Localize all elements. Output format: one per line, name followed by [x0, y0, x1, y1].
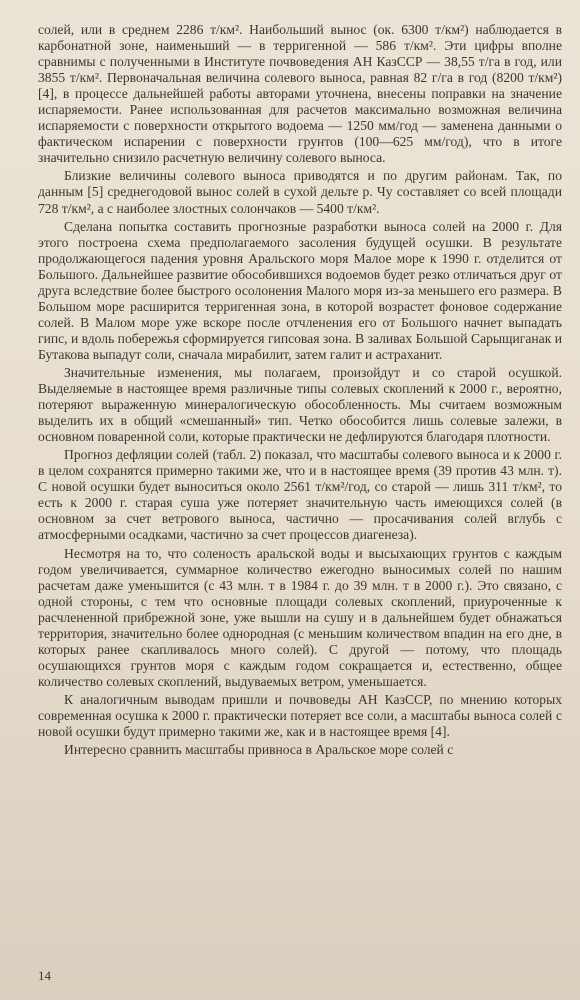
body-text	[38, 22, 562, 758]
paragraph-1: солей, или в среднем 2286 т/км². Наибольший вынос (ок. 6300 т/км²) наблюдается в карбонатной зоне, наименьший — в терригенной — 586 т/км². Эти цифры вполне сравнимы с полученными в Институте почвоведения АН КазССР — 38,55 т/га в год, или 3855 т/км². Первоначальная величина солевого выноса, равная 82 г/га в год (8200 т/км²) [4], в процессе дальнейшей работы авторами уточнена, внесены поправки на значение испаряемости. Ранее использованная для расчетов максимально возможная величина испаряемости с поверхности открытого водоема — 1250 мм/год — заменена данными о фактическом испарении с поверхности грунтов (100—625 мм/год), что в итоге значительно снизило расчетную величину солевого выноса.	[38, 22, 562, 166]
paragraph-7: К аналогичным выводам пришли и почвоведы АН КазССР, по мнению которых современная осушка к 2000 г. практически потеряет все соли, а масштабы выноса солей с новой осушки будут примерно такими же, как и в настоящее время [4].	[38, 691, 562, 740]
paragraph-4: Значительные изменения, мы полагаем, произойдут и со старой осушкой. Выделяемые в настоящее время различные типы солевых скоплений к 2000 г., вероятно, потеряют выраженную минералогическую обособленность. Мы считаем возможным выделить их в общий «смешанный» тип. Четко обособится лишь солевые залежи, в основном поваренной соли, которые практически не дефлируются благодаря плотности.	[38, 364, 562, 445]
paragraph-3: Сделана попытка составить прогнозные разработки выноса солей на 2000 г. Для этого построена схема предполагаемого засоления будущей осушки. В результате продолжающегося падения уровня Аральского моря Малое море к 1990 г. отделится от Большого. Дальнейшее развитие обособившихся водоемов будет резко отличаться друг от друга вследствие более быстрого осолонения Малого моря из-за меньшего его размера. В Большом море расширится терригенная зона, в которой возрастет фоновое содержание солей. В Малом море уже вскоре после отчленения его от Большого начнет выпадать гипс, и вдоль побережья сформируется гипсовая зона. В заливах Большой Сарыщиганак и Бутакова выпадут соли, сначала мирабилит, затем галит и астраханит.	[38, 218, 562, 362]
paragraph-2: Близкие величины солевого выноса приводятся и по другим районам. Так, по данным [5] среднегодовой вынос солей в сухой дельте р. Чу составляет со всей площади 728 т/км², а с наиболее злостных солончаков — 5400 т/км².	[38, 168, 562, 216]
paragraph-8: Интересно сравнить масштабы привноса в Аральское море солей с	[64, 742, 454, 758]
paragraph-6: Несмотря на то, что соленость аральской воды и высыхающих грунтов с каждым годом увеличивается, суммарное количество ежегодно выносимых солей по нашим расчетам даже уменьшится (с 43 млн. т в 1984 г. до 39 млн. т в 2000 г.). Это связано, с одной стороны, с тем что основные площади солевых скоплений, приуроченные к расчлененной прибрежной зоне, уже вышли на сушу и в дальнейшем будет обнажаться территория, значительно более однородная (с меньшим количеством впадин на его дне, в которых ранее скапливалось много солей). С другой — потому, что площадь осушающихся грунтов моря с каждым годом сокращается и, естественно, общее количество солевых скоплений, выдуваемых ветром, уменьшается.	[38, 545, 562, 689]
paragraph-5: Прогноз дефляции солей (табл. 2) показал, что масштабы солевого выноса и к 2000 г. в целом сохранятся примерно такими же, что и в настоящее время (39 против 43 млн. т). С новой осушки будет выноситься около 2561 т/км²/год, со старой — лишь 311 т/км², то есть к 2000 г. старая суша уже потеряет значительную часть имеющихся солей (в основном за счет ветрового выноса, частично — просачивания солей вглубь с атмосферными осадками, частично за счет процессов диагенеза).	[38, 447, 562, 543]
page-number: 14	[38, 968, 51, 983]
